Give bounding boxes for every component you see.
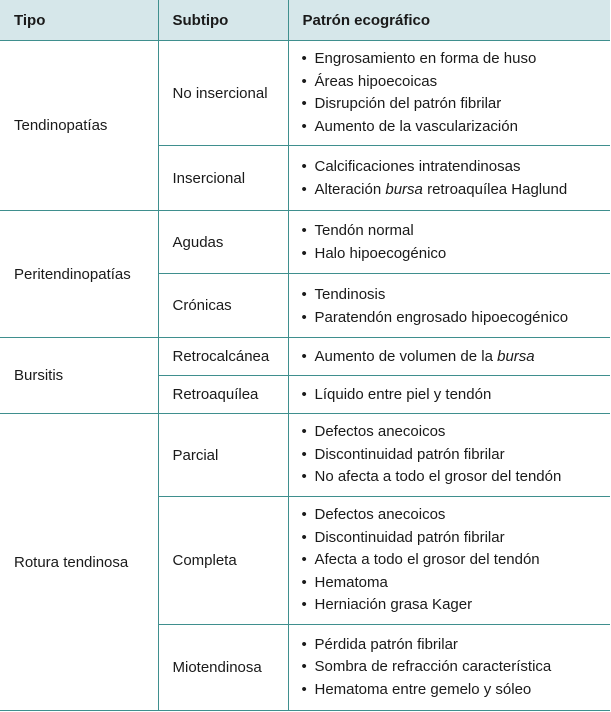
- subtipo-cell: Crónicas: [158, 274, 288, 338]
- header-patron: Patrón ecográfico: [288, 0, 610, 41]
- list-item: • Herniación grasa Kager: [301, 594, 611, 617]
- patron-cell: [288, 497, 610, 625]
- list-item: • Tendón normal: [301, 222, 611, 239]
- list-item: • Engrosamiento en forma de huso: [301, 48, 611, 71]
- text-segment: retroaquílea Haglund: [422, 181, 568, 198]
- list-item: • Pérdida patrón fibrilar: [301, 634, 611, 657]
- list-item: [301, 348, 611, 365]
- list-item: • Halo hipoecogénico: [301, 245, 611, 262]
- list-item: • Disrupción del patrón fibrilar: [301, 93, 611, 116]
- patron-cell: [288, 376, 610, 414]
- tipo-cell: Peritendinopatías: [0, 211, 158, 338]
- list-item: • No afecta a todo el grosor del tendón: [301, 466, 611, 489]
- header-row: [0, 0, 610, 41]
- tipo-cell: Rotura tendinosa: [0, 414, 158, 711]
- subtipo-cell: Completa: [158, 497, 288, 625]
- patron-cell: [288, 625, 610, 711]
- list-item: • Discontinuidad patrón fibrilar: [301, 444, 611, 467]
- italic-term: bursa: [385, 181, 423, 198]
- list-item: • Aumento de la vascularización: [301, 116, 611, 139]
- table-row: [0, 211, 610, 274]
- list-item: • Líquido entre piel y tendón: [301, 386, 611, 403]
- subtipo-cell: Retroaquílea: [158, 376, 288, 414]
- list-item: [301, 181, 611, 198]
- patron-cell: [288, 338, 610, 376]
- list-item: • Afecta a todo el grosor del tendón: [301, 549, 611, 572]
- list-item: • Paratendón engrosado hipoecogénico: [301, 309, 611, 326]
- list-item: • Sombra de refracción característica: [301, 656, 611, 679]
- tipo-cell: Bursitis: [0, 338, 158, 414]
- table-row: [0, 41, 610, 146]
- table-row: [0, 338, 610, 376]
- patron-cell: [288, 414, 610, 497]
- list-item: • Áreas hipoecoicas: [301, 71, 611, 94]
- subtipo-cell: No insercional: [158, 41, 288, 146]
- patron-cell: [288, 211, 610, 274]
- list-item: • Calcificaciones intratendinosas: [301, 158, 611, 175]
- tipo-cell: Tendinopatías: [0, 41, 158, 211]
- header-tipo: Tipo: [0, 0, 158, 41]
- subtipo-cell: Agudas: [158, 211, 288, 274]
- text-segment: Alteración: [314, 181, 386, 198]
- subtipo-cell: Miotendinosa: [158, 625, 288, 711]
- subtipo-cell: Retrocalcánea: [158, 338, 288, 376]
- header-subtipo: Subtipo: [158, 0, 288, 41]
- patron-cell: [288, 274, 610, 338]
- italic-term: bursa: [497, 348, 535, 365]
- subtipo-cell: Parcial: [158, 414, 288, 497]
- subtipo-cell: Insercional: [158, 146, 288, 211]
- list-item: • Tendinosis: [301, 286, 611, 303]
- table-row: [0, 414, 610, 497]
- list-item: • Defectos anecoicos: [301, 504, 611, 527]
- list-item: • Hematoma: [301, 572, 611, 595]
- patron-cell: [288, 146, 610, 211]
- list-item: • Hematoma entre gemelo y sóleo: [301, 679, 611, 702]
- patron-cell: [288, 41, 610, 146]
- list-item: • Defectos anecoicos: [301, 421, 611, 444]
- text-segment: Aumento de volumen de la: [314, 348, 498, 365]
- list-item: • Discontinuidad patrón fibrilar: [301, 527, 611, 550]
